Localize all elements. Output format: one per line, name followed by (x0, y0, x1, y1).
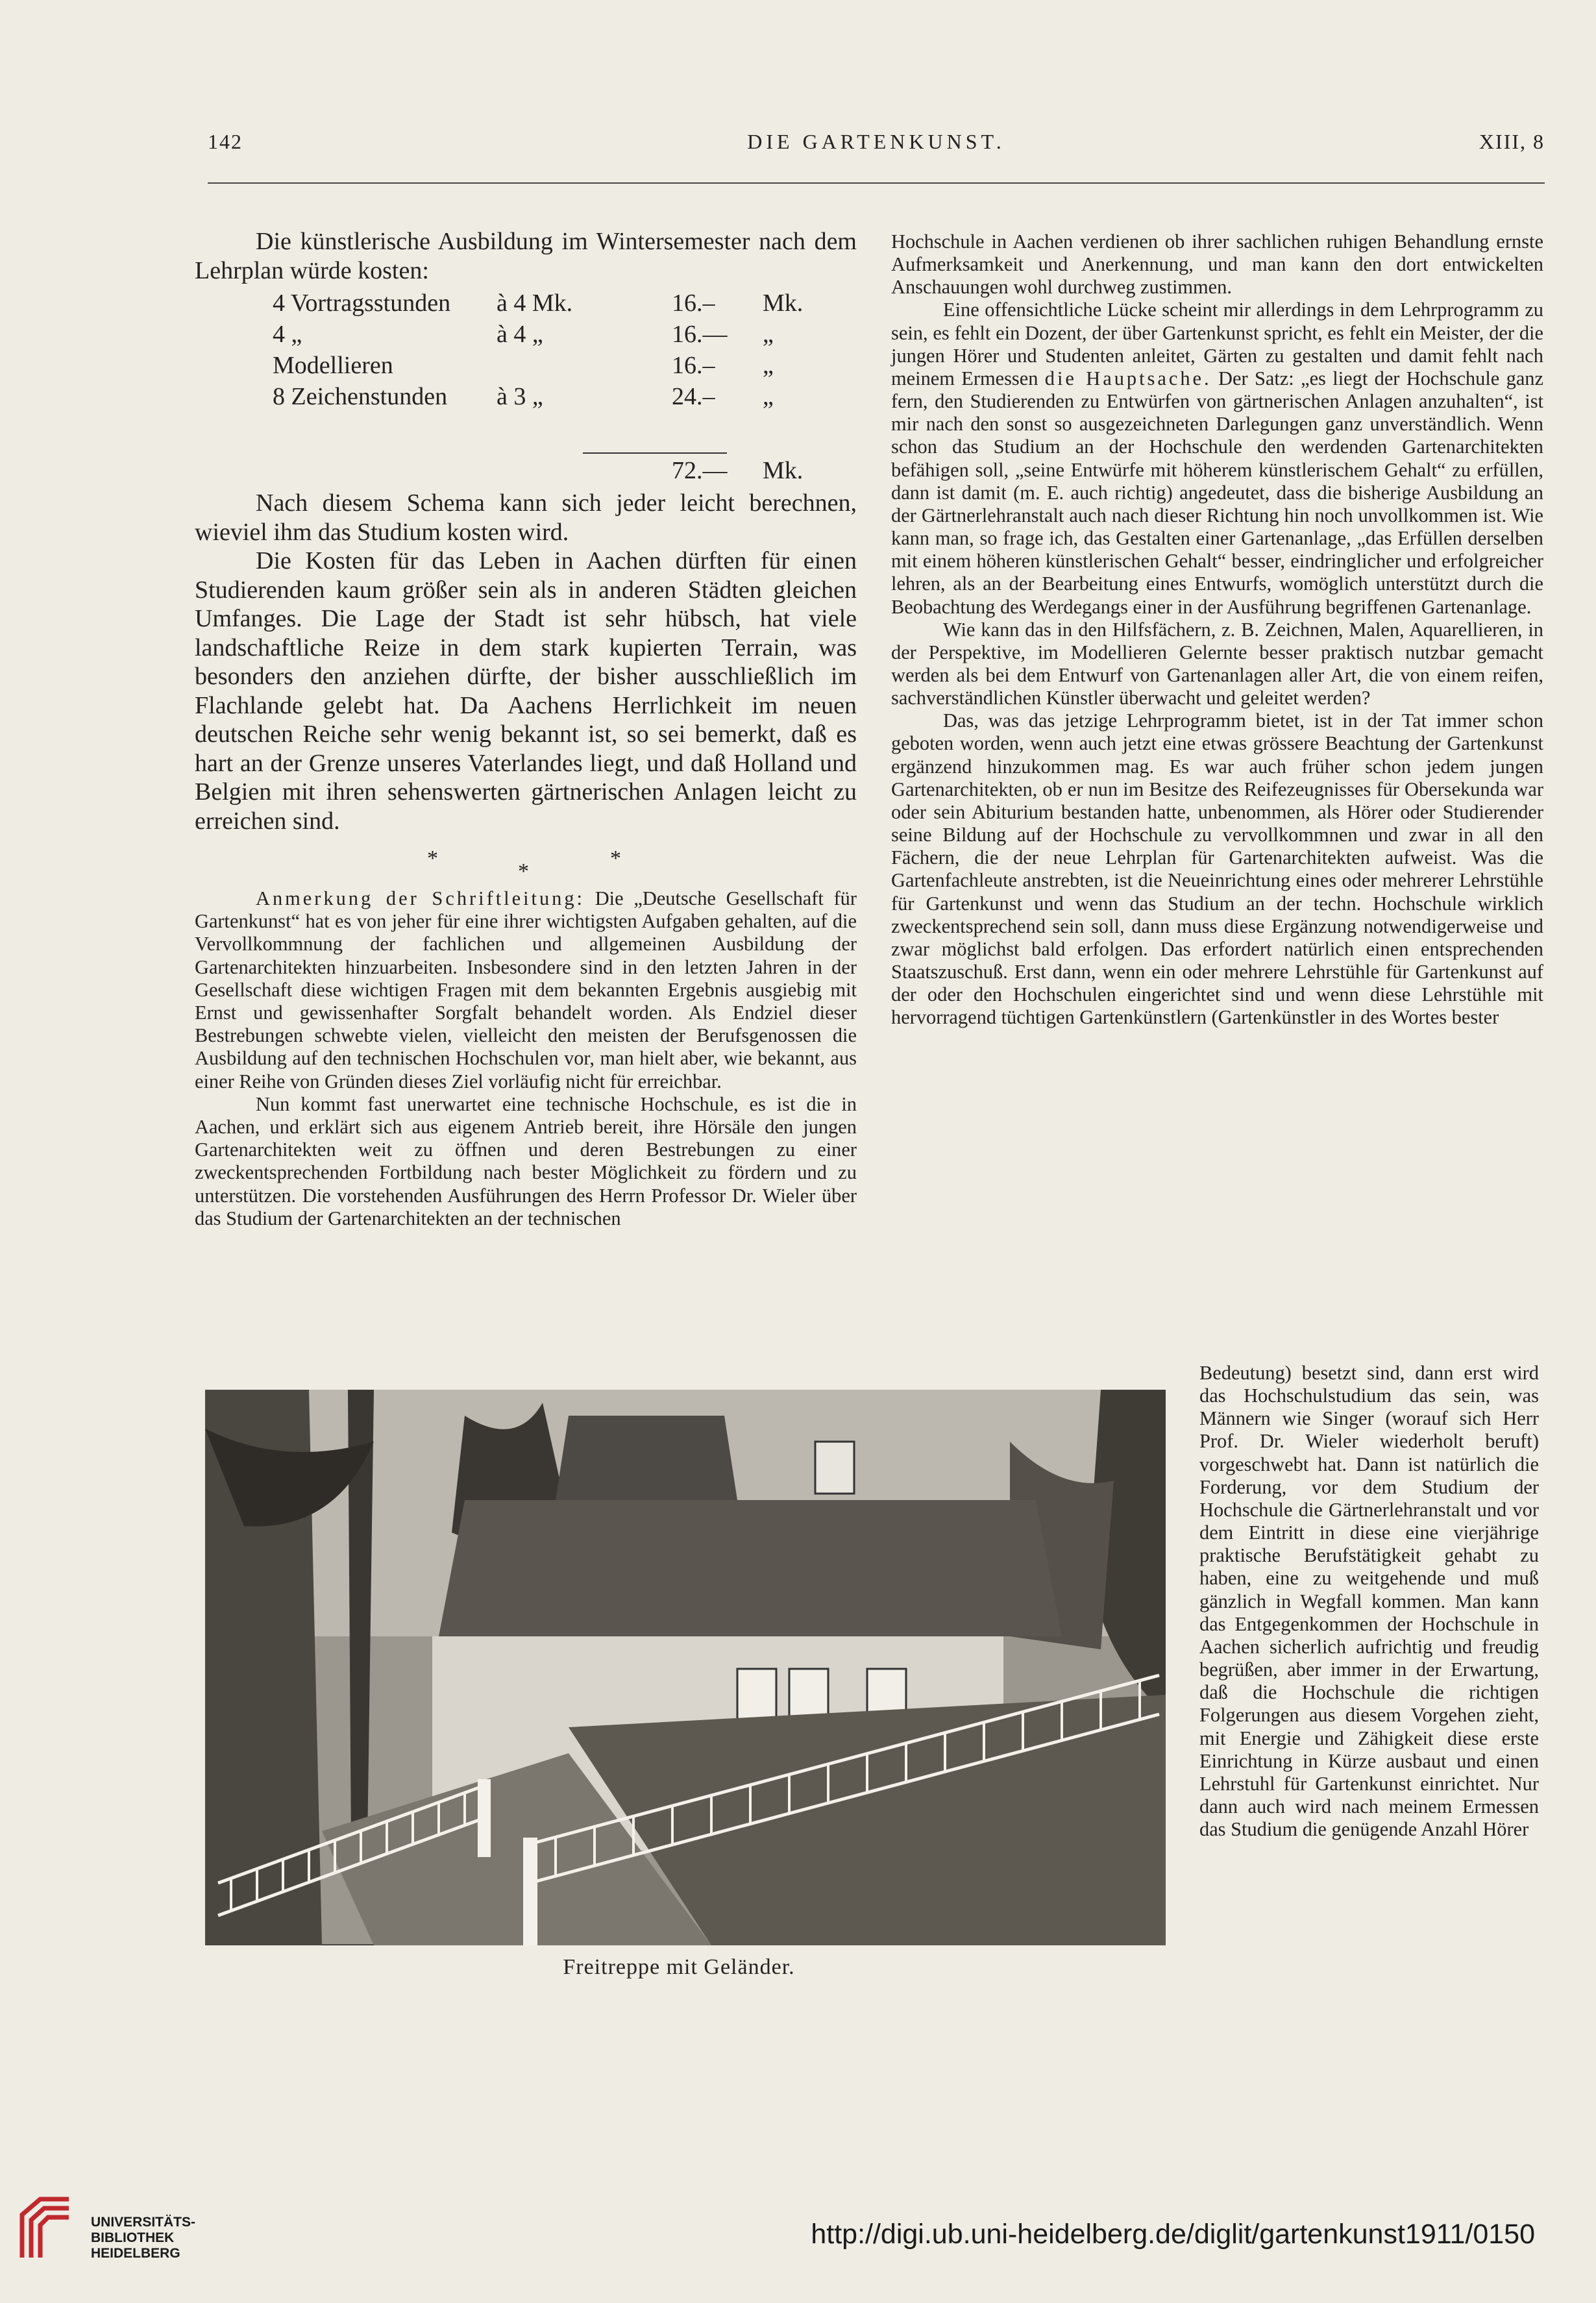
cost-unit: „ (763, 321, 774, 348)
paragraph: Wie kann das in den Hilfsfächern, z. B. Zeichnen, Malen, Aquarellieren, in der Perspektive, im Modellieren Gelernte besser praktisch nutzbar gemacht werden als bei dem Entwurf von Gartenanlagen aller Art, die von einem reifen, sachverständlichen Künstler überwacht und geleitet werden? (891, 618, 1543, 709)
cost-rate: à 4 „ (497, 321, 543, 348)
permalink-url[interactable]: http://digi.ub.uni-heidelberg.de/diglit/gartenkunst1911/0150 (811, 2219, 1535, 2250)
cost-rate: à 4 Mk. (497, 289, 573, 317)
section-stars (195, 839, 857, 881)
cost-row (273, 351, 857, 380)
cost-total: 72.— (672, 457, 728, 484)
cost-row (273, 382, 857, 411)
cost-item: Modellieren (273, 352, 393, 379)
paragraph: Das, was das jetzige Lehrprogramm bietet, ist in der Tat immer schon geboten worden, wenn auch jetzt eine etwas grössere Beachtung der Gartenkunst ergänzend hinzukommen mag. Es war auch früher schon jedem jungen Gartenarchitekten, ob er nun im Besitze des Reifezeugnisses für Obersekunda war oder sein Abiturium bestanden hatte, unbenommen, als Hörer oder Studierender seine Bildung auf der Hochschule zu vervollkommnen und zwar in all den Fächern, die der neue Lehrplan für Gartenarchitekten aufweist. Was die Gartenfachleute anstrebten, ist die Neueinrichtung eines oder mehrerer Lehrstühle für Gartenkunst und wenn das Studium an der techn. Hochschule wirklich zweckentsprechend sein soll, dann muss diese Ergänzung notwendigerweise und zwar möglichst bald erfolgen. Das erfordert natürlich einen entsprechenden Staatszuschuß. Erst dann, wenn ein oder mehrere Lehrstühle für Gartenkunst auf der oder den Hochschulen eingerichtet sind und wenn diese Lehrstühle mit hervorragend tüchtigen Gartenkünstlern (Gartenkünstler in des Wortes bester (891, 709, 1543, 1029)
digitization-footer (0, 2181, 1596, 2303)
left-column (195, 227, 857, 1230)
cost-total-row (273, 456, 857, 485)
intro-paragraph: Die künstlerische Ausbildung im Wintersemester nach dem Lehrplan würde kosten: (195, 228, 857, 284)
cost-total-unit: Mk. (763, 457, 804, 484)
staircase-photo (205, 1390, 1166, 1945)
library-name (91, 2215, 195, 2261)
star: * (518, 859, 529, 883)
note-text: Die „Deutsche Gesellschaft für Gartenkunst“ hat es von jeher für eine ihrer wichtigsten Aufgaben gehalten, auf die Vervollkommnung der fachlichen und allgemeinen Ausbildung der Gartenarchitekten hinzuarbeiten. Insbesondere sind in den letzten Jahren in der Gesellschaft diese wichtigen Fragen mit dem bekannten Ergebnis ausgiebig mit Ernst und gewissenhafter Sorgfalt behandelt worden. Als Endziel dieser Bestrebungen schwebte vielen, vielleicht den meisten der Berufsgenossen die Ausbildung auf den technischen Hochschulen vor, man hielt aber, wie bekannt, aus einer Reihe von Gründen dieses Ziel vorläufig nicht für erreichbar. (195, 887, 857, 1092)
journal-title: DIE GARTENKUNST. (747, 130, 1005, 153)
running-header (208, 130, 1545, 169)
issue-number: XIII, 8 (1479, 130, 1545, 153)
cost-amount: 16.— (672, 321, 728, 348)
library-name-line: UNIVERSITÄTS- (91, 2215, 196, 2230)
right-column (891, 230, 1543, 1029)
star: * (610, 846, 621, 870)
sum-rule (583, 452, 727, 454)
right-column-continuation (1199, 1362, 1539, 1841)
cost-amount: 16.– (672, 289, 715, 317)
library-logo-icon (18, 2195, 73, 2260)
cost-table (195, 286, 857, 489)
library-name-line: BIBLIOTHEK (91, 2230, 175, 2245)
cost-row (273, 289, 857, 317)
figure-caption: Freitreppe mit Geländer. (563, 1955, 795, 1979)
library-name-line: HEIDELBERG (91, 2246, 180, 2261)
paragraph: Bedeutung) besetzt sind, dann erst wird das Hochschulstudium das sein, was Männern wie Singer (worauf sich Herr Prof. Dr. Wieler wiederholt beruft) vorgeschwebt hat. Dann ist natürlich die Forderung, vor dem Studium der Hochschule die Gärtnerlehranstalt und vor dem Eintritt in diese eine vierjährige praktische Berufstätigkeit gehabt zu haben, eine zu weitgehende und muß gänzlich in Wegfall kommen. Man kann das Entgegenkommen der Hochschule in Aachen sicherlich aufrichtig und freudig begrüßen, aber immer in der Erwartung, daß die Hochschule die richtigen Folgerungen aus diesem Vorgehen zieht, mit Energie und Zähigkeit diese erste Einrichtung in Kürze ausbaut und einen Lehrstuhl für Gartenkunst einrichtet. Nur dann auch wird nach meinem Ermessen das Studium die genügende Anzahl Hörer (1199, 1362, 1539, 1841)
paragraph (891, 299, 1543, 618)
cost-unit: „ (763, 352, 774, 379)
paragraph-text: Eine offensichtliche Lücke scheint mir allerdings in dem Lehrprogramm zu sein, es fehlt ein Dozent, der über Gartenkunst spricht, es fehlt ein Meister, der die jungen Hörer und Studenten anleitet, Gärten zu gestalten und damit fehlt nach meinem Ermessen (891, 299, 1543, 389)
cost-amount: 16.– (672, 352, 715, 379)
page-number: 142 (208, 130, 243, 153)
cost-row (273, 320, 857, 349)
paragraph: Hochschule in Aachen verdienen ob ihrer sachlichen ruhigen Behandlung ernste Aufmerksamkeit und Anerkennung, und man kann den dort entwickelten Anschauungen wohl durchweg zustimmen. (891, 230, 1543, 299)
paragraph: Die Kosten für das Leben in Aachen dürften für einen Studierenden kaum größer sein als in anderen Städten gleichen Umfanges. Die Lage der Stadt ist sehr hübsch, hat viele landschaftliche Reize in dem stark kupierten Terrain, was besonders den anziehen dürfte, der bisher ausschließlich im Flachlande gelebt hat. Da Aachens Herrlichkeit im neuen deutschen Reiche sehr wenig bekannt ist, so sei bemerkt, daß es hart an der Grenze unseres Vaterlandes liegt, und daß Holland und Belgien mit ihren sehenswerten gärtnerischen Anlagen leicht zu erreichen sind. (195, 547, 857, 835)
cost-unit: „ (763, 383, 774, 410)
cost-amount: 24.– (672, 383, 715, 410)
paragraph-text: Der Satz: „es liegt der Hochschule ganz fern, den Studierenden zu Entwürfen von gärtnerischen Anlagen anzuhalten“, ist mir nach den sonst so ausgezeichneten Darlegungen ganz unverständlich. Wenn schon das Studium an der Hochschule den werdenden Gartenarchitekten befähigen soll, „seine Entwürfe mit höherem künstlerischem Gehalt“ zu erfüllen, dann ist damit (m. E. auch richtig) angedeutet, dass die bisherige Ausbildung an der Gärtnerlehranstalt auch nach dieser Richtung hin noch unvollkommen ist. Wie kann man, so frage ich, das Gestalten einer Gartenanlage, „das Erfüllen derselben mit einem höheren künstlerischen Gehalt“ besser, eindringlicher und erfolgreicher lehren, als an der Bearbeitung eines Entwurfs, womöglich unterstützt durch die Beobachtung des Werdegangs einer in der Ausführung begriffenen Gartenanlage. (891, 367, 1543, 618)
note-paragraph: Nun kommt fast unerwartet eine technische Hochschule, es ist die in Aachen, und erklärt sich aus eigenem Antrieb bereit, ihre Hörsäle den jungen Gartenarchitekten weit zu öffnen und deren Bestrebungen zu einer zweckentsprechenden Fortbildung nach bester Möglichkeit zu fördern und zu unterstützen. Die vorstehenden Ausführungen des Herrn Professor Dr. Wieler über das Studium der Gartenarchitekten an der technischen (195, 1092, 857, 1229)
note-heading: Anmerkung der Schriftleitung: (256, 887, 585, 909)
star: * (427, 846, 438, 870)
cost-rate: à 3 „ (497, 383, 543, 410)
cost-item: 4 Vortragsstunden (273, 289, 451, 317)
cost-unit: Mk. (763, 289, 804, 317)
emphasis: die Hauptsache. (1044, 367, 1212, 389)
editorial-note (195, 887, 857, 1230)
cost-item: 8 Zeichenstunden (273, 383, 448, 410)
paragraph: Nach diesem Schema kann sich jeder leicht berechnen, wieviel ihm das Studium kosten wird. (195, 489, 857, 546)
header-rule (208, 182, 1545, 184)
cost-item: 4 „ (273, 321, 302, 348)
